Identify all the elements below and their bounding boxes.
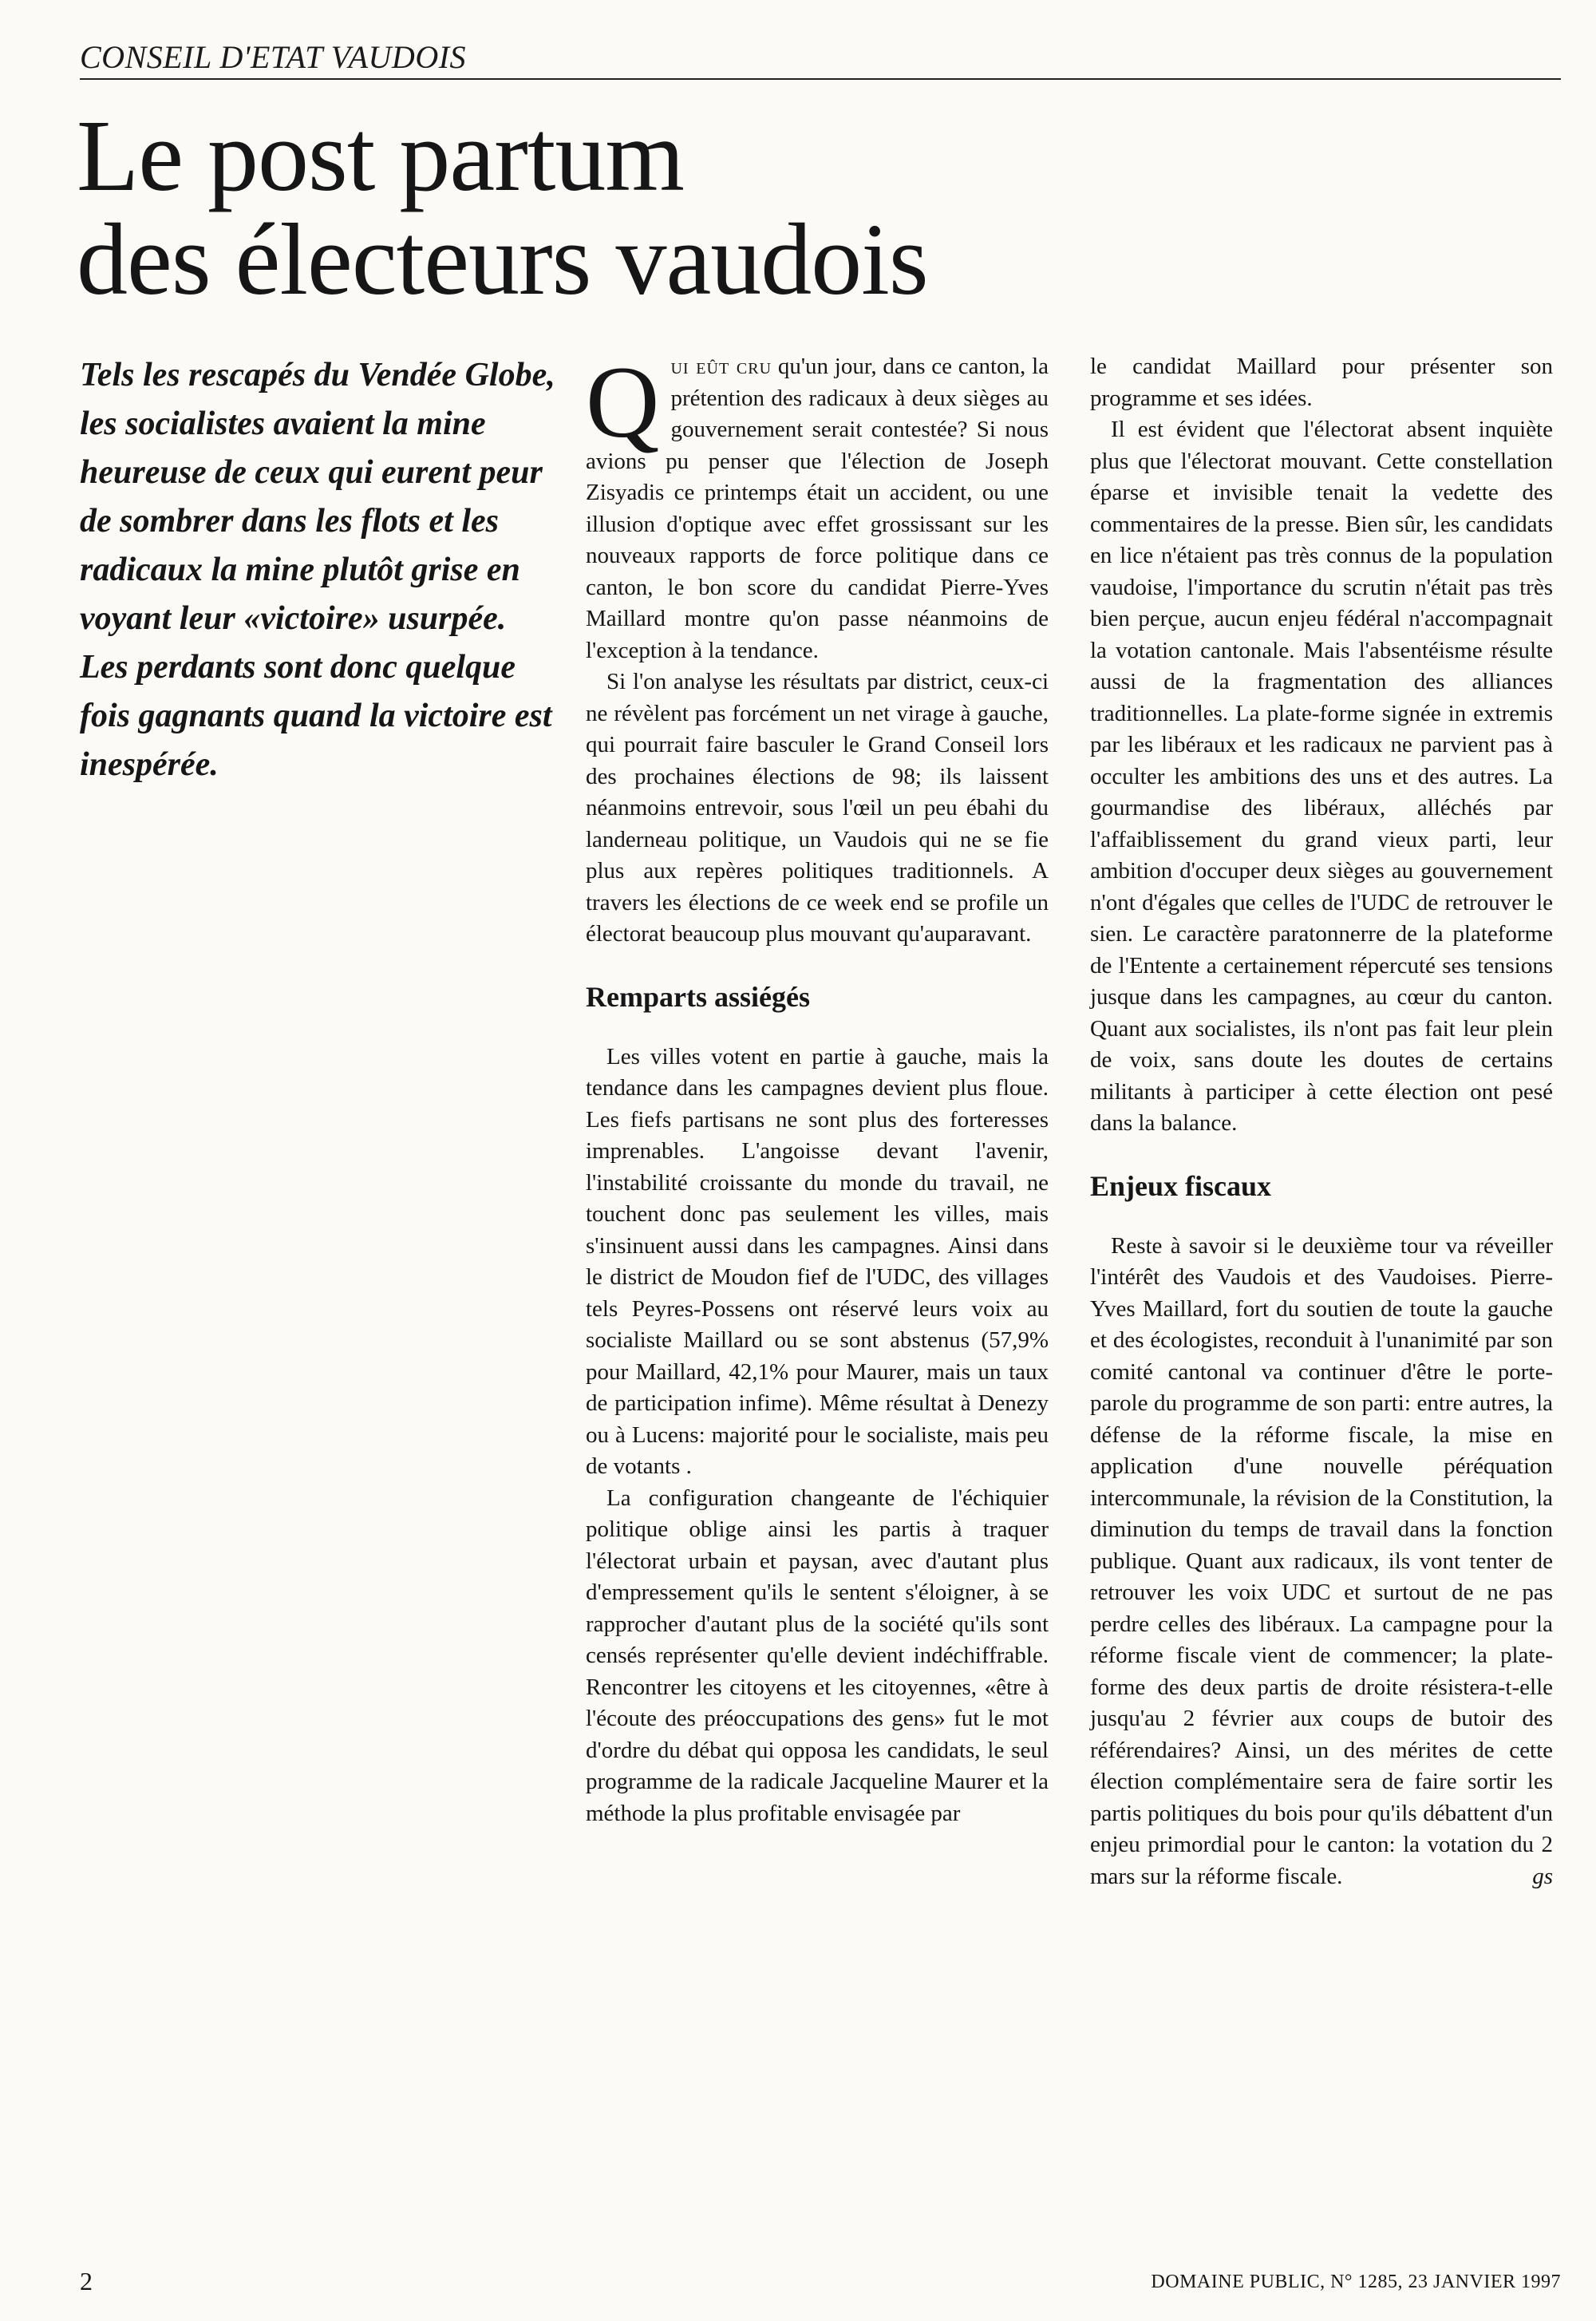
article-paragraph-3: Les villes votent en partie à gauche, mais la tendance dans les campagnes devient plus floue. Les fiefs partisans ne sont plus des forteresses imprenables. L'angoisse devant l'avenir, l'instabilité croissante du monde du travail, ne touchent donc pas seulement les villes, mais s'insinuent aussi dans les campagnes. Ainsi dans le district de Moudon fief de l'UDC, des villages tels Peyres-Possens ont réservé leurs voix au socialiste Maillard ou se sont abstenus (57,9% pour Maillard, 42,1% pour Maurer, mais un taux de participation infime). Même résultat à Denezy ou à Lucens: majorité pour le socialiste, mais peu de votants . — [586, 1043, 1049, 1479]
paragraph-1-text: qu'un jour, dans ce canton, la prétention des radicaux à deux sièges au gouvernement serait contestée? Si nous avions pu penser que l'élection de Joseph Zisyadis ce printemps était un accident, ou une illusion d'optique avec effet grossissant sur les nouveaux rapports de force politique dans ce canton, le bon score du candidat Pierre-Yves Maillard montre qu'on passe néanmoins de l'exception à la tendance. — [586, 354, 1049, 663]
drop-cap: Q — [586, 346, 660, 459]
subheading-remparts: Remparts assiégés — [586, 980, 810, 1013]
article-paragraph-1 — [586, 346, 1049, 666]
page-number: 2 — [80, 2267, 93, 2295]
headline — [77, 99, 1274, 316]
header-rule — [80, 78, 1561, 80]
author-signature: gs — [1532, 1863, 1553, 1889]
subheading-enjeux: Enjeux fiscaux — [1090, 1169, 1272, 1202]
article-column-1 — [586, 346, 1049, 1829]
article-paragraph-4: La configuration changeante de l'échiquier politique oblige ainsi les partis à traquer l'électorat urbain et paysan, avec d'autant plus d'empressement qu'ils le sentent s'éloigner, à se rapprocher d'autant plus de la société qu'ils sont censés représenter qu'elle devient indéchiffrable. Rencontrer les citoyens et les citoyennes, «être à l'écoute des préoccupations des gens» fut le mot d'ordre du débat qui opposa les candidats, le seul programme de la radicale Jacqueline Maurer et la méthode la plus profitable envisagée par — [586, 1485, 1049, 1826]
article-paragraph-4-continued: le candidat Maillard pour présenter son programme et ses idées. — [1090, 354, 1553, 411]
article-column-2 — [1090, 351, 1553, 1892]
article-chapeau: Tels les rescapés du Vendée Globe, les socialistes avaient la mine heureuse de ceux qui eurent peur de sombrer dans les flots et les radicaux la mine plutôt grise en voyant leur «victoire» usurpée. Les perdants sont donc quelque fois gagnants quand la victoire est inespérée. — [80, 357, 555, 783]
headline-line-2: des électeurs vaudois — [77, 203, 928, 316]
section-rubric: CONSEIL D'ETAT VAUDOIS — [80, 39, 467, 75]
article-paragraph-6 — [1090, 1231, 1553, 1893]
article-paragraph-2: Si l'on analyse les résultats par district, ceux-ci ne révèlent pas forcément un net virage à gauche, qui pourrait faire basculer le Grand Conseil lors des prochaines élections de 98; ils laissent néanmoins entrevoir, sous l'œil un peu ébahi du landerneau politique, un Vaudois qui ne se fie plus aux repères politiques traditionnels. A travers les élections de ce week end se profile un électorat beaucoup plus mouvant qu'auparavant. — [586, 669, 1049, 947]
publication-footer: DOMAINE PUBLIC, N° 1285, 23 JANVIER 1997 — [1151, 2272, 1561, 2292]
paragraph-6-text: Reste à savoir si le deuxième tour va réveiller l'intérêt des Vaudois et des Vaudoises. Pierre-Yves Maillard, fort du soutien de toute la gauche et des écologistes, reconduit à l'unanimité par son comité cantonal va continuer d'être le porte-parole du programme de son parti: entre autres, la défense de la réforme fiscale, la mise en application d'une nouvelle péréquation intercommunale, la révision de la Constitution, la diminution du temps de travail dans la fonction publique. Quant aux radicaux, ils vont tenter de retrouver les voix UDC et surtout de ne pas perdre celles des libéraux. La campagne pour la réforme fiscale vient de commencer; la plate-forme des deux partis de droite résistera-t-elle jusqu'au 2 février aux coups de butoir des référendaires? Ainsi, un des mérites de cette élection complémentaire sera de faire sortir les partis politiques du bois pour qu'ils débattent d'un enjeu primordial pour le canton: la votation du 2 mars sur la réforme fiscale. — [1090, 1232, 1553, 1889]
article-paragraph-5: Il est évident que l'électorat absent inquiète plus que l'électorat mouvant. Cette constellation éparse et invisible tenait la vedette des commentaires de la presse. Bien sûr, les candidats en lice n'étaient pas très connus de la population vaudoise, l'importance du scrutin n'était pas très bien perçue, aucun enjeu fédéral n'accompagnait la votation cantonale. Mais l'absentéisme résulte aussi de la fragmentation des alliances traditionnelles. La plate-forme signée in extremis par les libéraux et les radicaux ne parvient pas à occulter les ambitions des uns et des autres. La gourmandise des libéraux, alléchés par l'affaiblissement du grand vieux parti, leur ambition d'occuper deux sièges au gouvernement n'ont d'égales que celles de l'UDC de retrouver le sien. Le caractère paratonnerre de la plateforme de l'Entente a certainement répercuté ses tensions jusque dans les campagnes, au cœur du canton. Quant aux socialistes, ils n'ont pas fait leur plein de voix, sans doute les doutes de certains militants à participer à cette élection ont pesé dans la balance. — [1090, 417, 1553, 1136]
headline-line-1: Le post partum — [77, 99, 684, 212]
lead-smallcaps: ui eût cru — [670, 354, 772, 379]
